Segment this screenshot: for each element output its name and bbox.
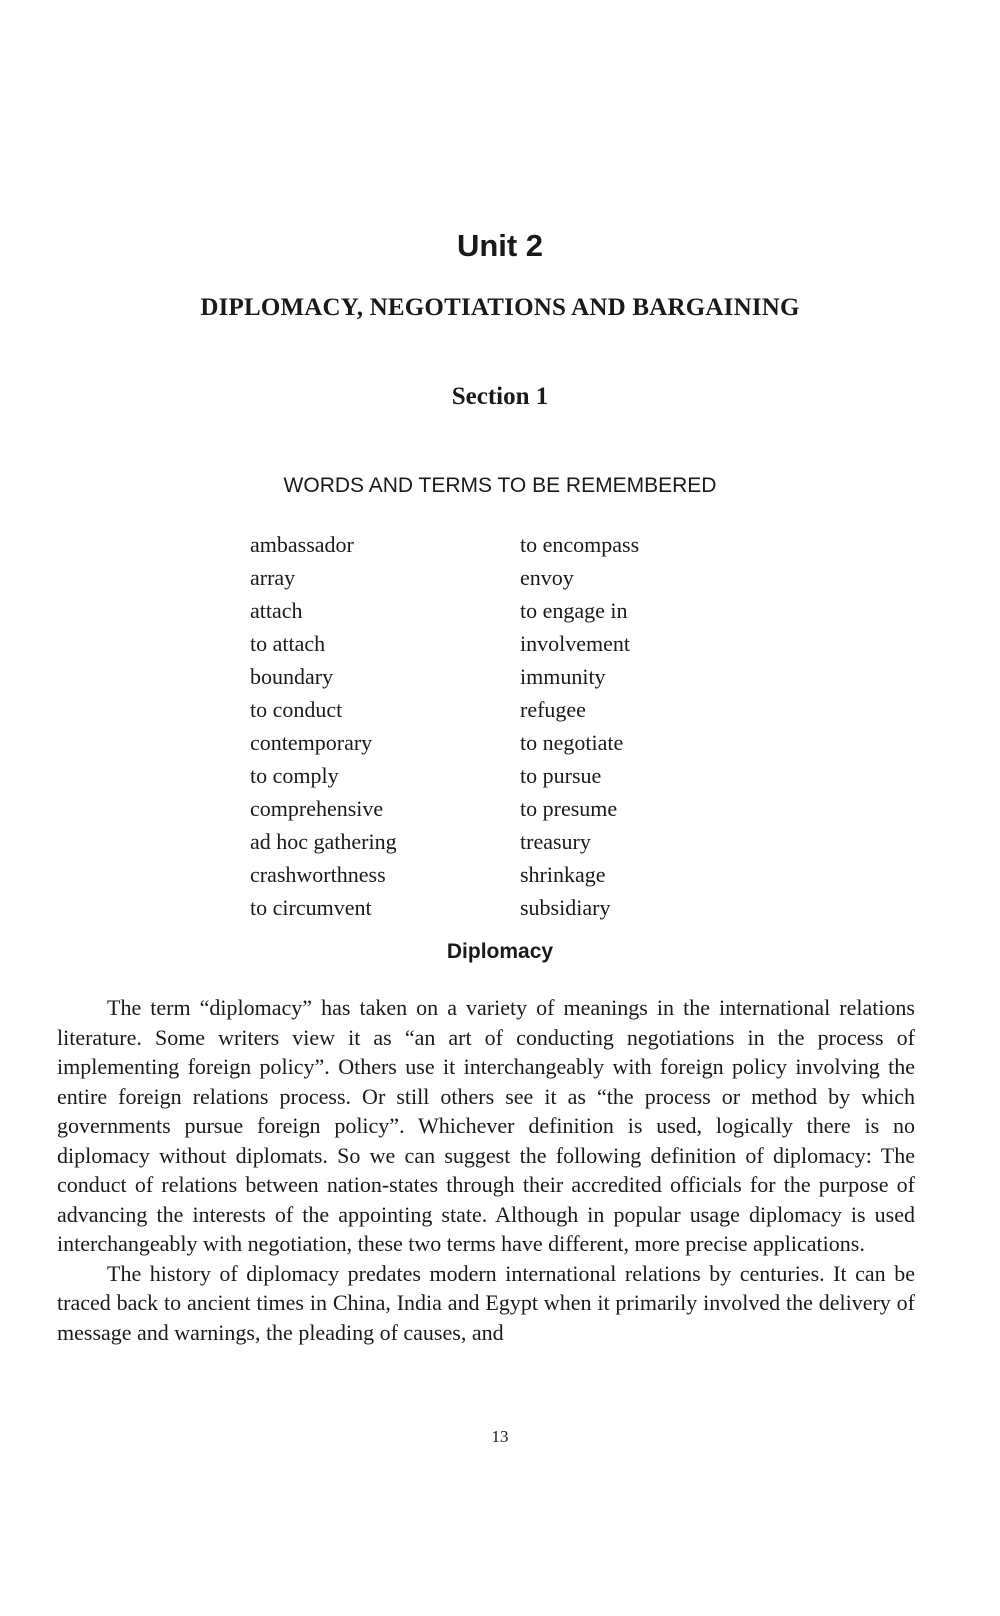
term-item: to encompass: [520, 532, 640, 557]
term-item: ambassador: [250, 532, 354, 557]
term-item: shrinkage: [520, 862, 606, 887]
term-item: to engage in: [520, 598, 628, 623]
term-item: to comply: [250, 763, 339, 788]
section-title: Section 1: [451, 383, 549, 410]
term-item: involvement: [520, 631, 630, 656]
body-text: [57, 993, 915, 1347]
term-item: to attach: [250, 631, 326, 656]
term-item: to conduct: [250, 697, 343, 722]
term-item: immunity: [520, 664, 606, 689]
paragraph: The term “diplomacy” has taken on a variety of meanings in the international relations literature. Some writers view it as “an art of conducting negotiations in the process of implementing foreign policy”. Others use it interchangeably with foreign policy involving the entire foreign relations process. Or still others see it as “the process or method by which governments pursue foreign policy”. Whichever definition is used, logically there is no diplomacy without diplomats. So we can suggest the following definition of diplomacy: The conduct of relations between nation-states through their accredited officials for the purpose of advancing the interests of the appointing state. Although in popular usage diplomacy is used interchangeably with negotiation, these two terms have different, more precise applications.: [57, 995, 915, 1256]
terms-column-right: [520, 528, 770, 924]
term-item: array: [250, 565, 296, 590]
term-item: to presume: [520, 796, 618, 821]
term-item: comprehensive: [250, 796, 384, 821]
term-item: boundary: [250, 664, 334, 689]
term-item: contemporary: [250, 730, 373, 755]
chapter-title: DIPLOMACY, NEGOTIATIONS AND BARGAINING: [200, 294, 800, 321]
term-item: treasury: [520, 829, 591, 854]
term-item: attach: [250, 598, 303, 623]
term-item: to circumvent: [250, 895, 372, 920]
term-item: envoy: [520, 565, 574, 590]
paragraph: The history of diplomacy predates modern international relations by centuries. It can be traced back to ancient times in China, India and Egypt when it primarily involved the delivery of message and warnings, the pleading of causes, and: [57, 1260, 915, 1345]
term-item: refugee: [520, 697, 586, 722]
term-item: to negotiate: [520, 730, 624, 755]
term-item: to pursue: [520, 763, 602, 788]
terms-column-left: [250, 528, 520, 924]
unit-title: Unit 2: [456, 228, 544, 263]
diplomacy-subheading: Diplomacy: [446, 940, 554, 963]
term-item: ad hoc gathering: [250, 829, 397, 854]
term-item: crashworthness: [250, 862, 386, 887]
terms-heading: WORDS AND TERMS TO BE REMEMBERED: [283, 474, 717, 497]
terms-list: [250, 528, 770, 924]
page-number: 13: [491, 1427, 509, 1446]
term-item: subsidiary: [520, 895, 611, 920]
